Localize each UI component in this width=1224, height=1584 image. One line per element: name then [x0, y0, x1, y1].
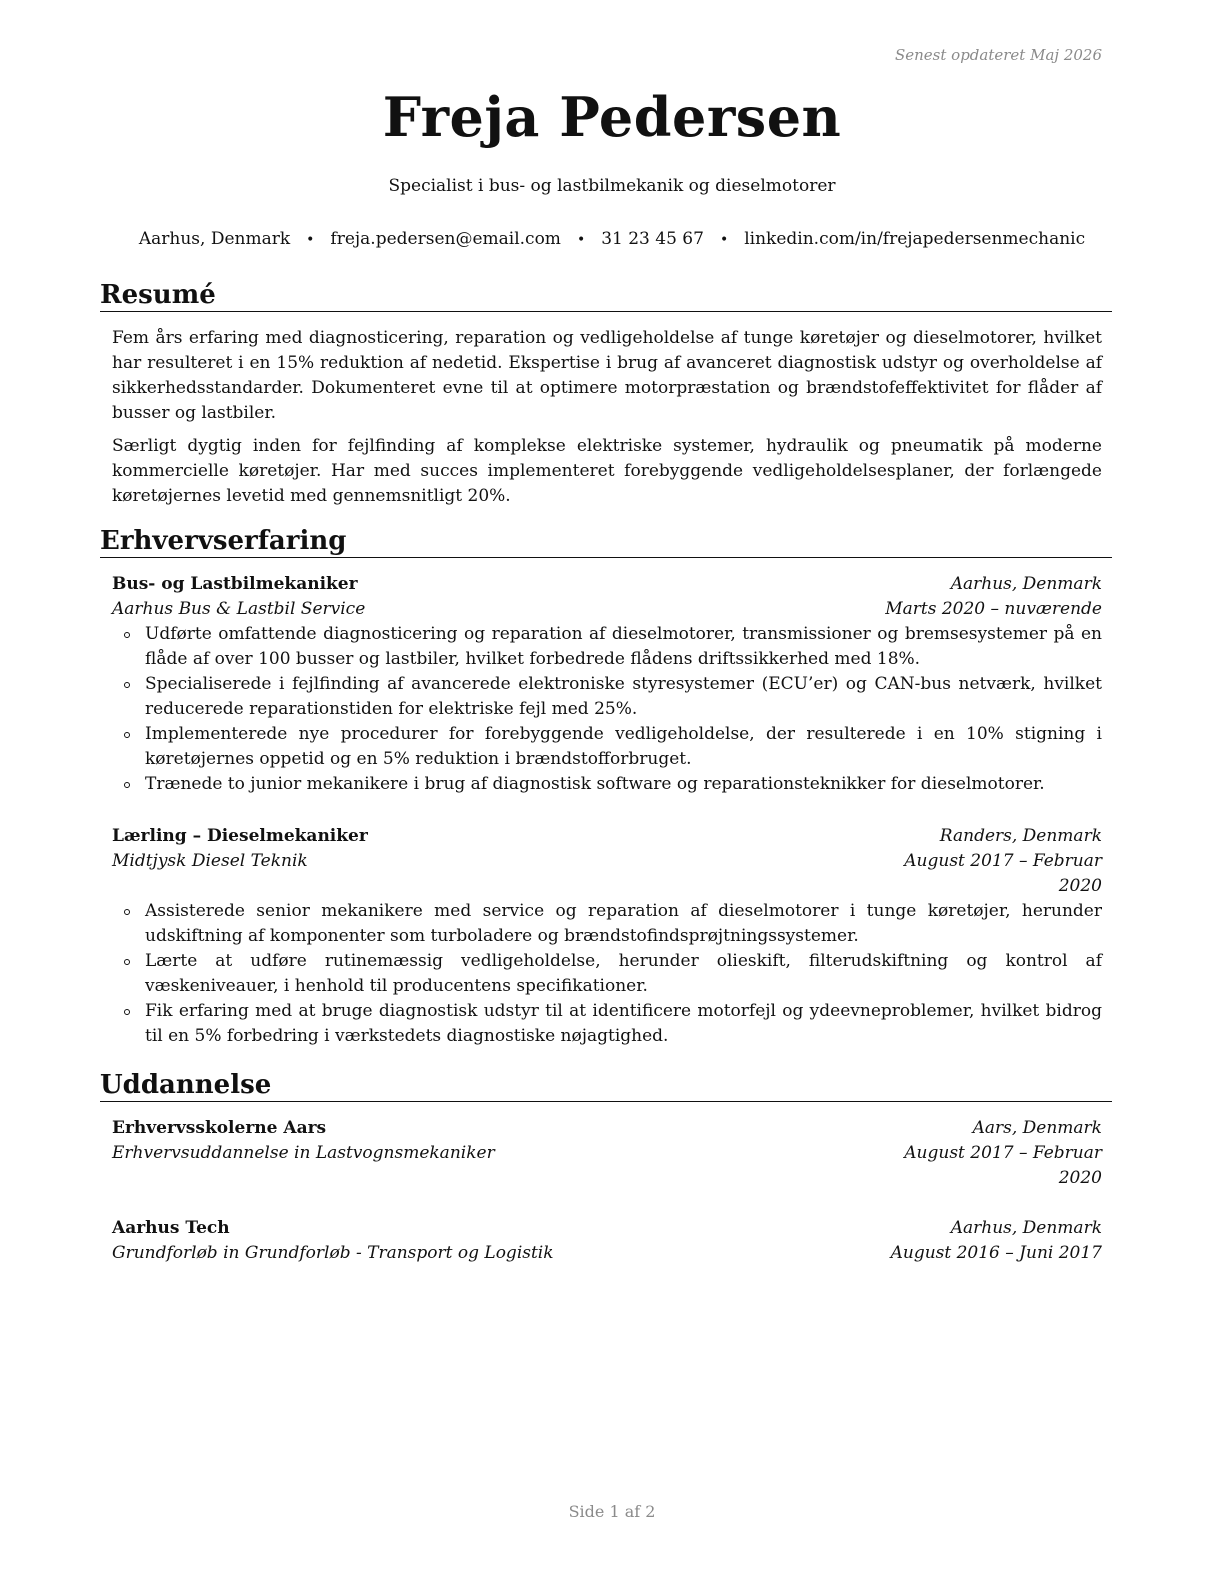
contact-linkedin-link[interactable]: linkedin.com/in/frejapedersenmechanic — [744, 229, 1086, 249]
last-updated: Senest opdateret Maj 2026 — [894, 46, 1102, 64]
candidate-title: Specialist i bus- og lastbilmekanik og dieselmotorer — [388, 176, 836, 196]
degree: Grundforløb in Grundforløb - Transport og Logistik — [112, 1243, 554, 1263]
bullet-item: Udførte omfattende diagnosticering og reparation af dieselmotorer, transmissioner og bremsesystemer på en flåde af over 100 busser og lastbiler, hvilket forbedrede flådens driftssikkerhed med 18%. — [112, 622, 1102, 672]
summary-paragraph: Fem års erfaring med diagnosticering, reparation og vedligeholdelse af tunge køretøjer og dieselmotorer, hvilket har resulteret i en 15% reduktion af nedetid. Ekspertise i brug af avanceret diagnostisk udstyr og overholdelse af sikkerhedsstandarder. Dokumenteret evne til at optimere motorpræstation og brændstofeffektivitet for flåder af busser og lastbiler. — [112, 328, 1102, 423]
bullet-item: Fik erfaring med at bruge diagnostisk udstyr til at identificere motorfejl og ydeevneproblemer, hvilket bidrog til en 5% forbedring i værkstedets diagnostiske nøjagtighed. — [112, 999, 1102, 1049]
job-bullets — [112, 622, 1102, 797]
job-location: Randers, Denmark — [939, 826, 1102, 846]
bullet-item: Lærte at udføre rutinemæssig vedligeholdelse, herunder olieskift, filterudskiftning og kontrol af væskeniveauer, i henhold til producentens specifikationer. — [112, 949, 1102, 999]
education-entry — [112, 1216, 1102, 1266]
separator-dot: • — [576, 232, 586, 248]
section-title-summary: Resumé — [100, 280, 1112, 312]
school-location: Aarhus, Denmark — [950, 1218, 1102, 1238]
bullet-item: Specialiserede i fejlfinding af avancerede elektroniske styresystemer (ECU’er) og CAN-bus netværk, hvilket reducerede reparationstiden for elektriske fejl med 25%. — [112, 672, 1102, 722]
job-dates: August 2017 – Februar 2020 — [904, 851, 1102, 896]
job-entry — [112, 824, 1102, 1049]
job-bullets — [112, 899, 1102, 1049]
education-dates: August 2016 – Juni 2017 — [890, 1243, 1102, 1263]
degree: Erhvervsuddannelse in Lastvognsmekaniker — [112, 1143, 495, 1163]
contact-email-link[interactable]: freja.pedersen@email.com — [330, 229, 561, 249]
summary-paragraph: Særligt dygtig inden for fejlfinding af komplekse elektriske systemer, hydraulik og pneumatik på moderne kommercielle køretøjer. Har med succes implementeret forebyggende vedligeholdelsesplaner, der forlængede køretøjernes levetid med gennemsnitligt 20%. — [112, 436, 1102, 506]
education-dates: August 2017 – Februar 2020 — [904, 1143, 1102, 1188]
bullet-item: Implementerede nye procedurer for forebyggende vedligeholdelse, der resulterede i en 10% stigning i køretøjernes oppetid og en 5% reduktion i brændstofforbruget. — [112, 722, 1102, 772]
page-number: Side 1 af 2 — [568, 1502, 656, 1521]
bullet-item: Assisterede senior mekanikere med service og reparation af dieselmotorer i tunge køretøjer, herunder udskiftning af komponenter som turboladere og brændstofindsprøjtningssystemer. — [112, 899, 1102, 949]
candidate-name: Freja Pedersen — [382, 85, 842, 149]
school-name: Aarhus Tech — [112, 1218, 230, 1238]
contact-line — [0, 229, 1224, 249]
job-company: Aarhus Bus & Lastbil Service — [112, 599, 366, 619]
job-role: Lærling – Dieselmekaniker — [112, 826, 368, 846]
bullet-item: Trænede to junior mekanikere i brug af diagnostisk software og reparationsteknikker for dieselmotorer. — [112, 772, 1102, 797]
education-entry — [112, 1116, 1102, 1191]
separator-dot: • — [719, 232, 729, 248]
section-title-education: Uddannelse — [100, 1070, 1112, 1102]
job-company: Midtjysk Diesel Teknik — [112, 851, 308, 871]
job-location: Aarhus, Denmark — [950, 574, 1102, 594]
job-dates: Marts 2020 – nuværende — [885, 599, 1102, 619]
job-entry — [112, 572, 1102, 797]
contact-location: Aarhus, Denmark — [138, 229, 291, 249]
job-role: Bus- og Lastbilmekaniker — [112, 574, 358, 594]
school-name: Erhvervsskolerne Aars — [112, 1118, 327, 1138]
school-location: Aars, Denmark — [972, 1118, 1102, 1138]
section-title-experience: Erhvervserfaring — [100, 526, 1112, 558]
contact-phone: 31 23 45 67 — [601, 229, 704, 249]
separator-dot: • — [306, 232, 315, 248]
